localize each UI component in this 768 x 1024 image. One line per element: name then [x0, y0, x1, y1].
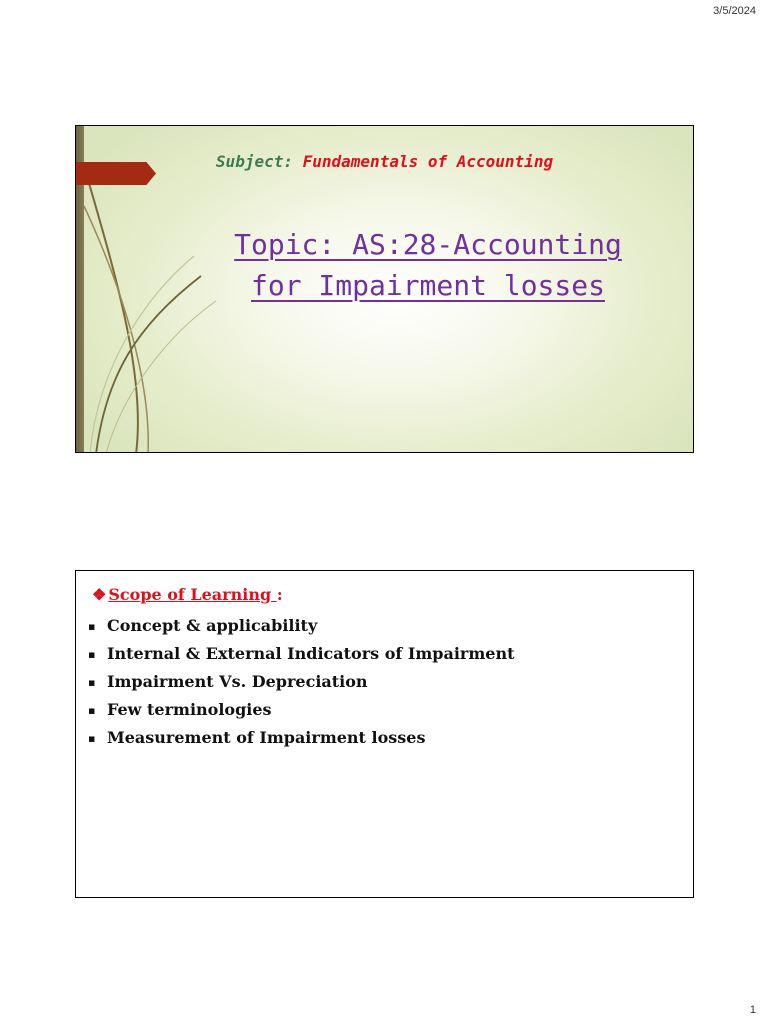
square-bullet-icon: ▪ [88, 620, 96, 633]
square-bullet-icon: ▪ [88, 704, 96, 717]
diamond-bullet-icon: ❖ [92, 585, 107, 604]
list-item-text: Measurement of Impairment losses [107, 728, 426, 747]
list-item [88, 640, 514, 668]
list-item [88, 668, 514, 696]
list-item-text: Concept & applicability [107, 616, 318, 635]
print-date: 3/5/2024 [713, 5, 756, 17]
title-slide [75, 125, 694, 453]
square-bullet-icon: ▪ [88, 648, 96, 661]
scope-heading-colon: : [276, 585, 283, 604]
page-number: 1 [749, 1004, 756, 1016]
topic-line-2: for Impairment losses [250, 269, 605, 302]
list-item [88, 696, 514, 724]
square-bullet-icon: ▪ [88, 676, 96, 689]
list-item [88, 724, 514, 752]
scope-slide [75, 570, 694, 898]
square-bullet-icon: ▪ [88, 732, 96, 745]
scope-heading-text: Scope of Learning [108, 585, 277, 604]
list-item-text: Impairment Vs. Depreciation [107, 672, 368, 691]
scope-heading [92, 585, 283, 604]
scope-list [88, 612, 514, 752]
topic-line-1: Topic: AS:28-Accounting [234, 228, 622, 261]
subject-line [76, 152, 693, 171]
subject-label: Subject: [215, 152, 293, 171]
list-item-text: Internal & External Indicators of Impairment [107, 644, 515, 663]
subject-value: Fundamentals of Accounting [302, 152, 554, 171]
list-item [88, 612, 514, 640]
topic-title [161, 224, 694, 306]
list-item-text: Few terminologies [107, 700, 272, 719]
